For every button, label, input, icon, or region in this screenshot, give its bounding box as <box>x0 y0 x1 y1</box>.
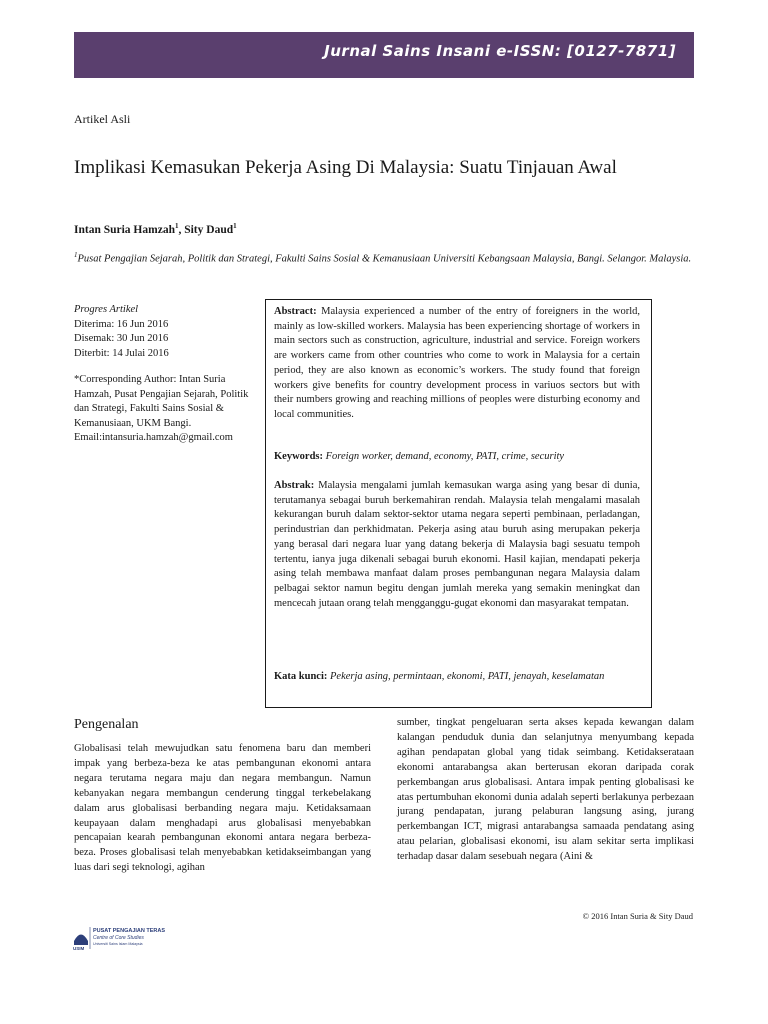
affiliation-number: 1 <box>74 251 78 259</box>
revised-date: Disemak: 30 Jun 2016 <box>74 333 169 344</box>
corresponding-email: Email:intansuria.hamzah@gmail.com <box>74 432 233 443</box>
logo-line-3: Universiti Sains Islam Malaysia <box>93 942 143 946</box>
corresponding-author: *Corresponding Author: Intan Suria Hamzah, Pusat Pengajian Sejarah, Politik dan Strategi, Fakulti Sains Sosial & Kemanusiaan, UKM Bangi. <box>74 374 249 429</box>
paper-title: Implikasi Kemasukan Pekerja Asing Di Malaysia: Suatu Tinjauan Awal <box>74 157 617 178</box>
keywords-text: Foreign worker, demand, economy, PATI, crime, security <box>325 451 565 462</box>
author-1: Intan Suria Hamzah <box>74 223 175 236</box>
affiliation-text: Pusat Pengajian Sejarah, Politik dan Strategi, Fakulti Sains Sosial & Kemanusiaan Universiti Kebangsaan Malaysia, Bangi. Selangor. Malaysia. <box>77 253 692 265</box>
logo-base <box>74 941 88 945</box>
progress-label: Progres Artikel <box>74 304 139 315</box>
received-date: Diterima: 16 Jun 2016 <box>74 318 169 330</box>
author-2: Sity Daud <box>184 223 234 236</box>
article-info-sidebar <box>74 303 254 446</box>
body-column-right: sumber, tingkat pengeluaran serta akses kepada kewangan dalam kalangan penduduk dunia dan selanjutnya menyumbang kepada agihan pendapatan global yang tidak seimbang. Ketidakserataan ekonomi antarabangsa akan berterusan ekoran daripada corak perkembangan arus globalisasi. Antara impak penting globalisasi ke atas pertumbuhan ekonomi dunia adalah seperti berlakunya perbezaan jurang pendapatan, jurang pelaburan langsung asing, jurang perkembangan ICT, migrasi antarabangsa samaada pendatang asing atau pelarian, globalisasi ekonomi, isu alam sekitar serta implikasi terhadap dasar dalam sesebuah negara (Aini & <box>397 717 694 863</box>
abstract-text: Malaysia experienced a number of the entry of foreigners in the world, mainly as low-skilled workers. Malaysia has been experiencing shortage of workers in main sectors such as construction, agriculture, industrial and service. Foreign workers are workers came from other countries who come to work in Malaysia for a certain period, they are also known as economic’s workers. The study found that foreign workers give benefits for country development process in variuos sectors but with their numbers growing and reaching millions of peoples were disturbing economy and local communities. <box>274 306 641 420</box>
journal-title: Jurnal Sains Insani e-ISSN: [0127-7871] <box>324 42 676 60</box>
body-column-left: Globalisasi telah mewujudkan satu fenomena baru dan memberi impak yang berbeza-beza ke atas pembangunan ekonomi antara negara terutama negara maju dan negara membangun. Namun kebanyakan negara membangun cenderung tinggal terkebelakang dalam arus globalisasi berbanding negara maju. Ketidaksamaan keupayaan dalam menghadapi arus globalisasi menyebabkan pencapaian kearah pembangunan ekonomi antara negara berbeza-beza. Proses globalisasi telah menyebabkan ketidakseimbangan yang luas dari segi teknologi, agihan <box>74 743 371 874</box>
logo-abbr: USIM <box>73 946 85 951</box>
affiliation <box>74 248 694 267</box>
abstract-malay <box>274 479 640 611</box>
kata-kunci-text: Pekerja asing, permintaan, ekonomi, PATI, jenayah, keselamatan <box>330 671 605 682</box>
author-line <box>74 222 237 236</box>
journal-banner <box>74 32 694 78</box>
author-separator: , <box>178 223 185 236</box>
published-date: Diterbit: 14 Julai 2016 <box>74 347 169 359</box>
abstract-english <box>274 305 640 423</box>
kata-kunci-label: Kata kunci: <box>274 671 328 682</box>
logo-line-1: PUSAT PENGAJIAN TERAS <box>93 928 166 934</box>
section-heading: Pengenalan <box>74 717 139 732</box>
dome-icon <box>74 935 88 942</box>
institution-logo <box>72 925 182 951</box>
author-1-affil: 1 <box>174 222 179 230</box>
abstrak-label: Abstrak: <box>274 480 315 491</box>
logo-line-2: Centre of Core Studies <box>93 935 144 941</box>
copyright: © 2016 Intan Suria & Sity Daud <box>582 911 693 921</box>
keywords-label: Keywords: <box>274 451 323 462</box>
keywords-malay <box>274 670 640 685</box>
author-2-affil: 1 <box>233 222 237 230</box>
abstrak-text: Malaysia mengalami jumlah kemasukan warga asing yang besar di dunia, terutamanya sebagai buruh berkemahiran rendah. Malaysia telah mengalami masalah kekurangan buruh dalam sektor-sektor utama negara seperti pembinaan, perladangan, perindustrian dan perkhidmatan. Pekerja asing atau buruh asing merupakan pekerja yang berasal dari negara luar yang datang bekerja di Malaysia bagi sesuatu tempoh tertentu, ianya juga dikenali sebagai buruh ekonomi. Hasil kajian, mendapati pekerja asing telah membawa manfaat dalam proses pembangunan negara Malaysia dalam pelbagai sektor namun begitu dengan jumlah mereka yang semakin meningkat dan mencecah jutaan orang telah mengganggu-gugat ekonomi dan masyarakat tempatan. <box>274 480 641 609</box>
keywords-english <box>274 450 640 465</box>
article-type: Artikel Asli <box>74 112 131 126</box>
abstract-label: Abstract: <box>274 306 317 317</box>
